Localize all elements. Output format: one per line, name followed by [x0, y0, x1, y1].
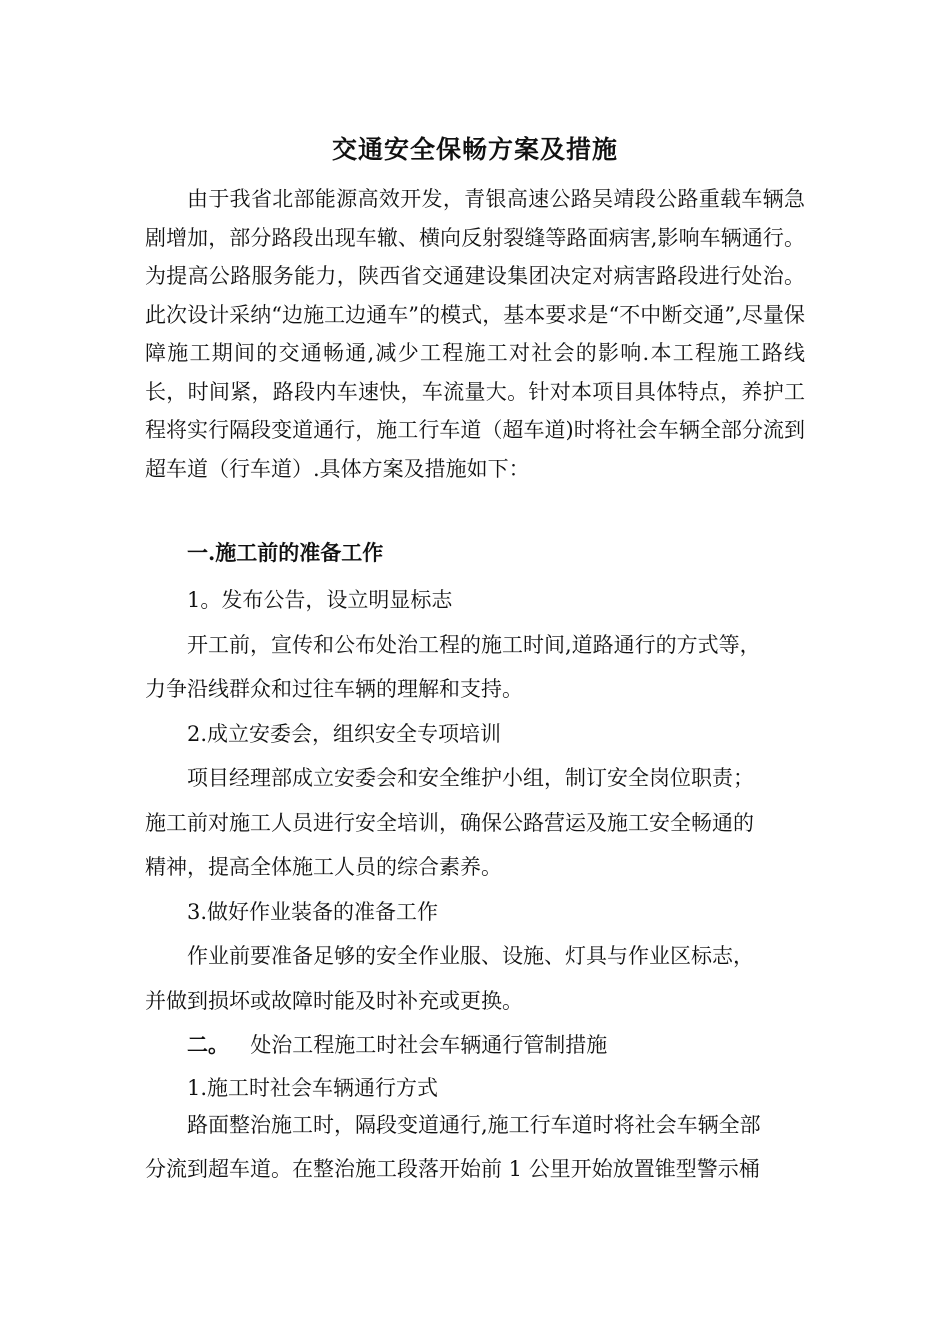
section-1-item-3-title: 3.做好作业装备的准备工作	[187, 900, 439, 924]
section-1-item-2-line-2: 施工前对施工人员进行安全培训，确保公路营运及施工安全畅通的	[145, 811, 754, 835]
section-1-heading: 一.施工前的准备工作	[187, 540, 384, 565]
section-2-heading-text: 处治工程施工时社会车辆通行管制措施	[250, 1033, 608, 1057]
section-1-item-2-line-3: 精神，提高全体施工人员的综合素养。	[145, 855, 502, 879]
section-2-item-1-line-1: 路面整治施工时，隔段变道通行,施工行车道时将社会车辆全部	[187, 1113, 761, 1137]
section-1-item-3-line-1: 作业前要准备足够的安全作业服、设施、灯具与作业区标志，	[187, 944, 754, 968]
section-1-item-2-line-1: 项目经理部成立安委会和安全维护小组，制订安全岗位职责；	[187, 766, 754, 790]
section-1-item-3-line-2: 并做到损坏或故障时能及时补充或更换。	[145, 989, 523, 1013]
section-2-heading-number: 二。	[187, 1032, 229, 1057]
section-1-item-2-title: 2.成立安委会，组织安全专项培训	[187, 722, 502, 746]
section-2-heading	[145, 1030, 805, 1060]
section-1-item-1-title: 1。发布公告，设立明显标志	[187, 588, 453, 612]
intro-paragraph: 由于我省北部能源高效开发，青银高速公路吴靖段公路重载车辆急剧增加，部分路段出现车辙、横向反射裂缝等路面病害,影响车辆通行。为提高公路服务能力，陕西省交通建设集团决定对病害路段进行处治。此次设计采纳“边施工边通车”的模式，基本要求是“不中断交通”,尽量保障施工期间的交通畅通,减少工程施工对社会的影响.本工程施工路线长，时间紧，路段内车速快，车流量大。针对本项目具体特点，养护工程将实行隔段变道通行，施工行车道（超车道)时将社会车辆全部分流到超车道（行车道）.具体方案及措施如下：	[145, 187, 805, 481]
section-1-item-1-line-2: 力争沿线群众和过往车辆的理解和支持。	[145, 677, 523, 701]
section-1-item-1-line-1: 开工前，宣传和公布处治工程的施工时间,道路通行的方式等，	[187, 633, 761, 657]
section-2-item-1-line-2: 分流到超车道。在整治施工段落开始前 1 公里开始放置锥型警示桶	[145, 1157, 760, 1181]
document-title: 交通安全保畅方案及措施	[331, 135, 618, 164]
section-2-item-1-title: 1.施工时社会车辆通行方式	[187, 1076, 439, 1100]
